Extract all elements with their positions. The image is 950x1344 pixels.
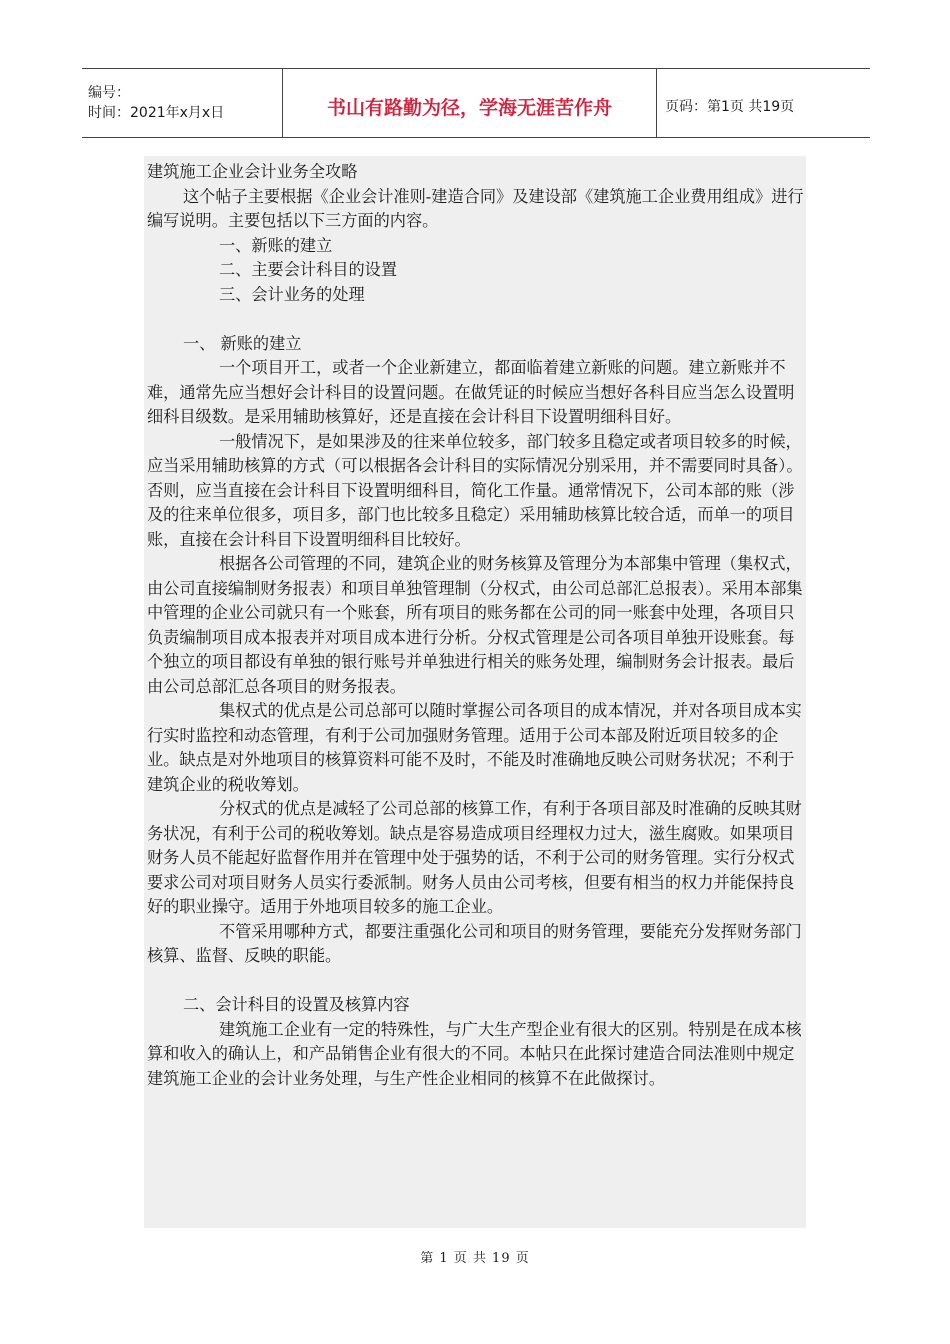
- section-heading: 一、 新账的建立: [183, 333, 302, 353]
- section-heading: 二、会计科目的设置及核算内容: [183, 995, 410, 1014]
- body-paragraph: 建筑施工企业有一定的特殊性，与广大生产型企业有很大的区别。特别是在成本核算和收入的确认上，和产品销售企业有很大的不同。本帖只在此探讨建造合同法准则中规定建筑施工企业的会计业务处理，与生产性企业相同的核算不在此做探讨。: [147, 1019, 802, 1088]
- header-motto: 书山有路勤为径，学海无涯苦作舟: [326, 96, 612, 119]
- header-page-number: 页码：第1页 共19页: [665, 99, 795, 115]
- page-footer: [0, 1247, 950, 1266]
- toc-item: 一、新账的建立: [219, 235, 333, 255]
- toc-item: 二、主要会计科目的设置: [219, 260, 398, 279]
- body-paragraph: 一个项目开工，或者一个企业新建立，都面临着建立新账的问题。建立新账并不难，通常先应当想好会计科目的设置问题。在做凭证的时候应当想好各科目应当怎么设置明细科目级数。是采用辅助核算好，还是直接在会计科目下设置明细科目好。: [147, 358, 795, 426]
- body-paragraph: 集权式的优点是公司总部可以随时掌握公司各项目的成本情况，并对各项目成本实行实时监控和动态管理，有利于公司加强财务管理。适用于公司本部及附近项目较多的企业。缺点是对外地项目的核算资料可能不及时，不能及时准确地反映公司财务状况；不利于建筑企业的税收筹划。: [147, 701, 802, 794]
- body-paragraph: 分权式的优点是减轻了公司总部的核算工作，有利于各项目部及时准确的反映其财务状况，有利于公司的税收筹划。缺点是容易造成项目经理权力过大，滋生腐败。如果项目财务人员不能起好监督作用并在管理中处于强势的话，不利于公司的财务管理。实行分权式要求公司对项目财务人员实行委派制。财务人员由公司考核，但要有相当的权力并能保持良好的职业操守。适用于外地项目较多的施工企业。: [147, 799, 802, 916]
- header-motto-cell: [283, 69, 657, 137]
- document-body: [144, 156, 806, 1228]
- document-number-label: 编号：: [88, 85, 130, 101]
- body-paragraph: 一般情况下，是如果涉及的往来单位较多，部门较多且稳定或者项目较多的时候，应当采用辅助核算的方式（可以根据各会计科目的实际情况分别采用，并不需要同时具备）。否则，应当直接在会计科目下设置明细科目，简化工作量。通常情况下，公司本部的账（涉及的往来单位很多，项目多，部门也比较多且稳定）采用辅助核算比较合适，而单一的项目账，直接在会计科目下设置明细科目比较好。: [147, 431, 803, 549]
- body-paragraph: 不管采用哪种方式，都要注重强化公司和项目的财务管理，要能充分发挥财务部门核算、监督、反映的职能。: [147, 921, 802, 965]
- document-date-label: 时间：2021年x月x日: [88, 105, 225, 121]
- spacer: [147, 969, 804, 994]
- header-meta-cell: [82, 69, 283, 137]
- intro-paragraph: 这个帖子主要根据《企业会计准则-建造合同》及建设部《建筑施工企业费用组成》进行编写说明。主要包括以下三方面的内容。: [147, 186, 804, 230]
- document-title: 建筑施工企业会计业务全攻略: [147, 162, 358, 181]
- header-page-cell: [657, 69, 870, 137]
- toc-item: 三、会计业务的处理: [219, 284, 365, 304]
- footer-page-number: 第 1 页 共 19 页: [420, 1251, 530, 1266]
- page-header: [82, 68, 870, 138]
- body-paragraph: 根据各公司管理的不同，建筑企业的财务核算及管理分为本部集中管理（集权式，由公司直接编制财务报表）和项目单独管理制（分权式，由公司总部汇总报表）。采用本部集中管理的企业公司就只有一个账套，所有项目的账务都在公司的同一账套中处理，各项目只负责编制项目成本报表并对项目成本进行分析。分权式管理是公司各项目单独开设账套。每个独立的项目都设有单独的银行账号并单独进行相关的账务处理，编制财务会计报表。最后由公司总部汇总各项目的财务报表。: [147, 554, 803, 696]
- spacer: [147, 307, 804, 332]
